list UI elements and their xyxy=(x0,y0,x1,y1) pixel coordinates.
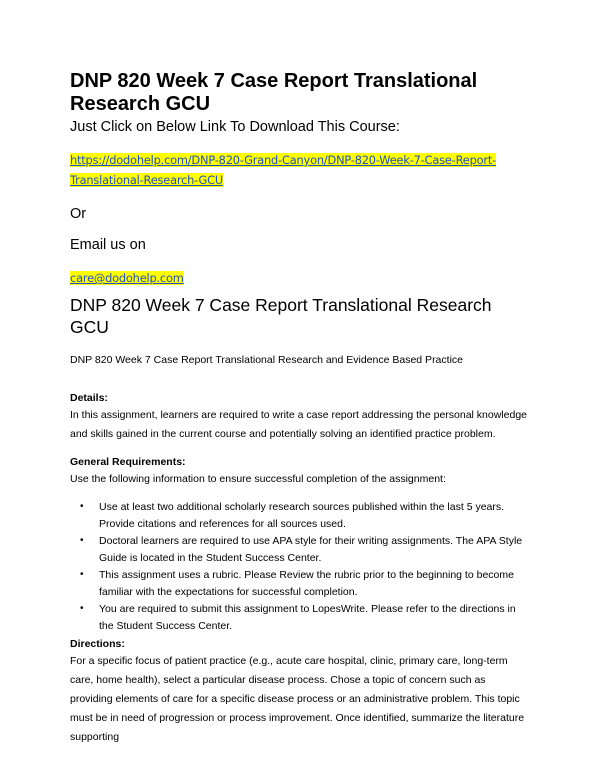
directions-text: For a specific focus of patient practice (e.g., acute care hospital, clinic, primary care, long-term care, home health), select a particular disease process. Chose a topic of concern such as providing elements of care for a specific disease process or an administrative problem. This topic must be in need of progression or process improvement. Once identified, summarize the literature supporting xyxy=(70,655,525,743)
requirement-text: Doctoral learners are required to use APA style for their writing assignments. The APA Style Guide is located in the Student Success Center. xyxy=(99,535,523,564)
requirement-text: Use at least two additional scholarly research sources published within the last 5 years. Provide citations and references for all sources used. xyxy=(99,501,505,530)
subheading-text: DNP 820 Week 7 Case Report Translational Research and Evidence Based Practice xyxy=(70,354,463,366)
email-link-block[interactable] xyxy=(70,268,530,288)
section-heading: DNP 820 Week 7 Case Report Translational Research GCU xyxy=(70,295,492,337)
list-item xyxy=(70,499,530,532)
download-link-line-1[interactable]: https://dodohelp.com/DNP-820-Grand-Canyon/DNP-820-Week-7-Case-Report- xyxy=(70,153,497,167)
email-intro: Email us on xyxy=(70,237,146,253)
bullet-icon: • xyxy=(80,603,84,614)
list-item xyxy=(70,533,530,566)
general-requirements-text: Use the following information to ensure successful completion of the assignment: xyxy=(70,473,446,485)
download-intro: Just Click on Below Link To Download This Course: xyxy=(70,119,400,135)
general-requirements-label: General Requirements: xyxy=(70,456,186,468)
download-link-block[interactable] xyxy=(70,150,530,190)
document-title: DNP 820 Week 7 Case Report Translational Research GCU xyxy=(70,70,478,115)
requirements-list xyxy=(70,499,530,634)
bullet-icon: • xyxy=(80,535,84,546)
requirement-text: You are required to submit this assignment to LopesWrite. Please refer to the directions in the Student Success Center. xyxy=(99,603,516,632)
details-text: In this assignment, learners are required to write a case report addressing the personal knowledge and skills gained in the current course and potentially solving an identified practice problem. xyxy=(70,409,528,440)
requirement-text: This assignment uses a rubric. Please Review the rubric prior to the beginning to become familiar with the expectations for successful completion. xyxy=(99,569,514,598)
list-item xyxy=(70,601,530,634)
document-page xyxy=(70,70,530,747)
email-link[interactable]: care@dodohelp.com xyxy=(70,271,184,285)
bullet-icon: • xyxy=(80,501,84,512)
list-item xyxy=(70,567,530,600)
download-link-line-2[interactable]: Translational-Research-GCU xyxy=(70,173,224,187)
directions-label: Directions: xyxy=(70,638,125,650)
or-text: Or xyxy=(70,206,87,222)
bullet-icon: • xyxy=(80,569,84,580)
details-label: Details: xyxy=(70,392,108,404)
